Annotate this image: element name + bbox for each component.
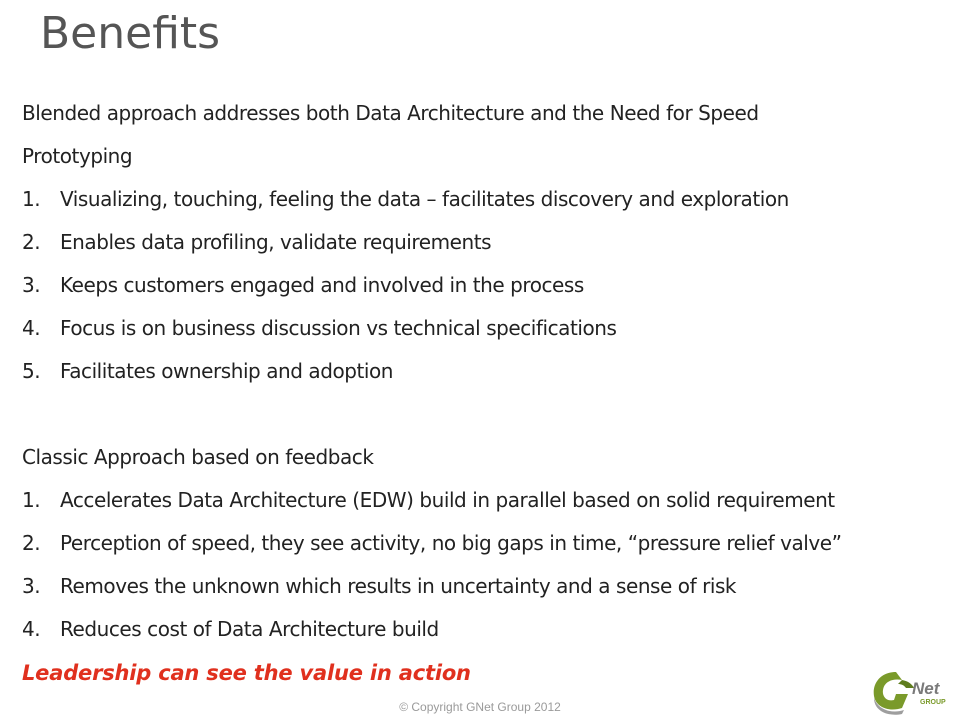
prototyping-item <box>22 307 940 350</box>
item-text: Reduces cost of Data Architecture build <box>60 617 439 641</box>
classic-item <box>22 565 940 608</box>
item-number: 2. <box>22 230 41 254</box>
classic-item <box>22 522 940 565</box>
gnet-logo <box>868 664 952 716</box>
classic-heading: Classic Approach based on feedback <box>22 445 374 469</box>
slide-title: Benefits <box>40 8 221 59</box>
item-number: 5. <box>22 359 41 383</box>
classic-item <box>22 608 940 651</box>
item-number: 1. <box>22 187 41 211</box>
prototyping-item <box>22 221 940 264</box>
item-text: Visualizing, touching, feeling the data – facilitates discovery and exploration <box>60 187 789 211</box>
item-number: 1. <box>22 488 41 512</box>
prototyping-item <box>22 350 940 393</box>
section-spacer <box>22 393 940 436</box>
item-text: Keeps customers engaged and involved in the process <box>60 273 584 297</box>
logo-wordmark: Net <box>912 679 940 698</box>
leadership-callout: Leadership can see the value in action <box>22 661 471 685</box>
item-number: 3. <box>22 273 41 297</box>
prototyping-item <box>22 264 940 307</box>
item-number: 2. <box>22 531 41 555</box>
item-text: Enables data profiling, validate requirements <box>60 230 492 254</box>
copyright-footer: © Copyright GNet Group 2012 <box>399 700 561 714</box>
gnet-logo-icon <box>868 664 952 716</box>
item-number: 4. <box>22 316 41 340</box>
item-number: 3. <box>22 574 41 598</box>
prototyping-item <box>22 178 940 221</box>
classic-item <box>22 479 940 522</box>
prototyping-heading: Prototyping <box>22 144 133 168</box>
slide-body <box>22 92 940 651</box>
item-text: Removes the unknown which results in uncertainty and a sense of risk <box>60 574 737 598</box>
logo-subtext: GROUP <box>920 699 946 706</box>
intro-text: Blended approach addresses both Data Architecture and the Need for Speed <box>22 101 759 125</box>
item-text: Focus is on business discussion vs technical specifications <box>60 316 617 340</box>
item-text: Perception of speed, they see activity, no big gaps in time, “pressure relief valve” <box>60 531 842 555</box>
item-number: 4. <box>22 617 41 641</box>
item-text: Facilitates ownership and adoption <box>60 359 393 383</box>
item-text: Accelerates Data Architecture (EDW) build in parallel based on solid requirement <box>60 488 835 512</box>
